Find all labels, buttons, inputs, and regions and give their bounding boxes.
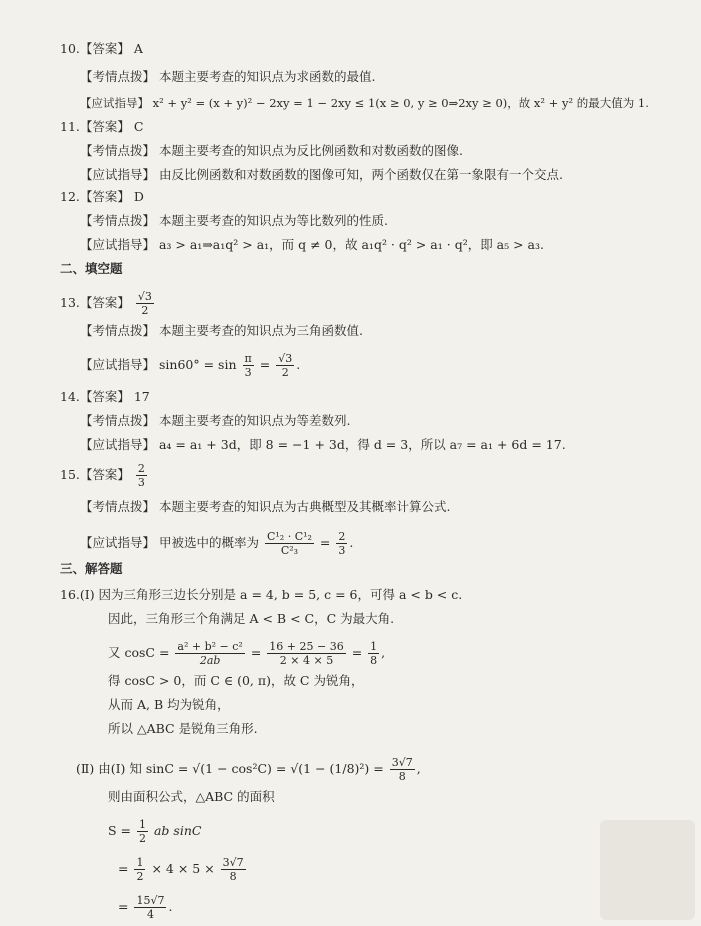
q16-area-intro: 则由面积公式，△ABC 的面积	[108, 789, 275, 804]
q12-guide: 【应试指导】 a₃ > a₁⇒a₁q² > a₁，而 q ≠ 0，故 a₁q² · q² > a₁ · q²，即 a₅ > a₃.	[80, 237, 544, 252]
q11-answer: 11.【答案】 C	[60, 119, 144, 134]
q15-answer-fraction: $\frac{2}{3}$	[137, 462, 145, 489]
q12-answer: 12.【答案】 D	[60, 189, 144, 204]
q14-guide: 【应试指导】 a₄ = a₁ + 3d，即 8 = −1 + 3d，得 d = 3，所以 a₇ = a₁ + 6d = 17.	[80, 437, 566, 452]
q15-point: 【考情点拨】 本题主要考查的知识点为古典概型及其概率计算公式.	[80, 499, 451, 514]
q16-line-6: 所以 △ABC 是锐角三角形.	[108, 721, 258, 736]
q16-area-result: = $\frac{15√7}{4}$ .	[118, 894, 173, 921]
q13-guide: 【应试指导】 sin60° = sin $\frac{\pi}{3}$ = $\frac{√3}{2}$ .	[80, 352, 301, 379]
q11-point: 【考情点拨】 本题主要考查的知识点为反比例函数和对数函数的图像.	[80, 143, 463, 158]
area-result-fraction: $\frac{15√7}{4}$	[136, 894, 165, 921]
q10-point: 【考情点拨】 本题主要考查的知识点为求函数的最值.	[80, 69, 376, 84]
q13-answer-label: 13.【答案】	[60, 295, 130, 310]
sinC-result: $\frac{3√7}{8}$	[391, 756, 413, 783]
cos-numeric-fraction: $\frac{16 + 25 - 36}{2 \times 4 \times 5}$	[269, 640, 344, 667]
one-eighth: $\frac{1}{8}$	[370, 640, 378, 667]
q16-line-4: 得 cosC > 0，而 C ∈ (0, π)，故 C 为锐角，	[108, 673, 364, 688]
q13-answer-fraction: $\frac{√3}{2}$	[137, 290, 152, 317]
q11-guide: 【应试指导】 由反比例函数和对数函数的图像可知，两个函数仅在第一象限有一个交点.	[80, 167, 563, 182]
q16-line-1: 16.(Ⅰ) 因为三角形三边长分别是 a = 4, b = 5, c = 6，可得 a < b < c.	[60, 587, 463, 602]
scan-smudge	[600, 820, 695, 920]
q14-answer: 14.【答案】 17	[60, 389, 150, 404]
q15-answer: 15.【答案】 $\frac{2}{3}$	[60, 462, 145, 489]
section-solutions-title: 三、解答题	[60, 561, 123, 576]
q12-point: 【考情点拨】 本题主要考查的知识点为等比数列的性质.	[80, 213, 388, 228]
two-thirds: $\frac{2}{3}$	[338, 530, 346, 557]
q16-line-2: 因此，三角形三个角满足 A < B < C，C 为最大角.	[108, 611, 395, 626]
probability-fraction: $\frac{\text{C¹₂ · C¹₂}}{\text{C²₃}}$	[266, 530, 312, 557]
q16-line-3: 又 cosC = $\frac{\text{a² + b² − c²}}{2ab}$ = $\frac{16 + 25 - 36}{2 \times 4 \times 5}$ = $\frac{1}{8}$ ,	[108, 640, 386, 667]
sqrt3-over-2: $\frac{√3}{2}$	[278, 352, 293, 379]
q16-area-formula: S = $\frac{1}{2}$ ab sinC	[108, 818, 202, 845]
q13-answer	[60, 290, 156, 317]
cos-law-fraction: $\frac{\text{a² + b² − c²}}{2ab}$	[177, 640, 243, 667]
q10-guide: 【应试指导】 x² + y² = (x + y)² − 2xy = 1 − 2xy ≤ 1(x ≥ 0, y ≥ 0⇒2xy ≥ 0)，故 x² + y² 的最大值为 1.	[80, 96, 649, 110]
q13-point: 【考情点拨】 本题主要考查的知识点为三角函数值.	[80, 323, 363, 338]
section-fill-in-title: 二、填空题	[60, 261, 123, 276]
q16-area-substitute: = $\frac{1}{2}$ × 4 × 5 × $\frac{3√7}{8}$	[118, 856, 244, 883]
q10-answer: 10.【答案】 A	[60, 41, 143, 56]
q14-point: 【考情点拨】 本题主要考查的知识点为等差数列.	[80, 413, 351, 428]
q16-line-5: 从而 A, B 均为锐角，	[108, 697, 230, 712]
q16-part2-line: (Ⅱ) 由(Ⅰ) 知 sinC = √(1 − cos²C) = √(1 − (1/8)²) = $\frac{3√7}{8}$ ,	[76, 756, 421, 783]
pi-over-3: $\frac{\pi}{3}$	[244, 352, 252, 379]
q15-guide: 【应试指导】 甲被选中的概率为 $\frac{\text{C¹₂ · C¹₂}}{\text{C²₃}}$ = $\frac{2}{3}$ .	[80, 530, 354, 557]
